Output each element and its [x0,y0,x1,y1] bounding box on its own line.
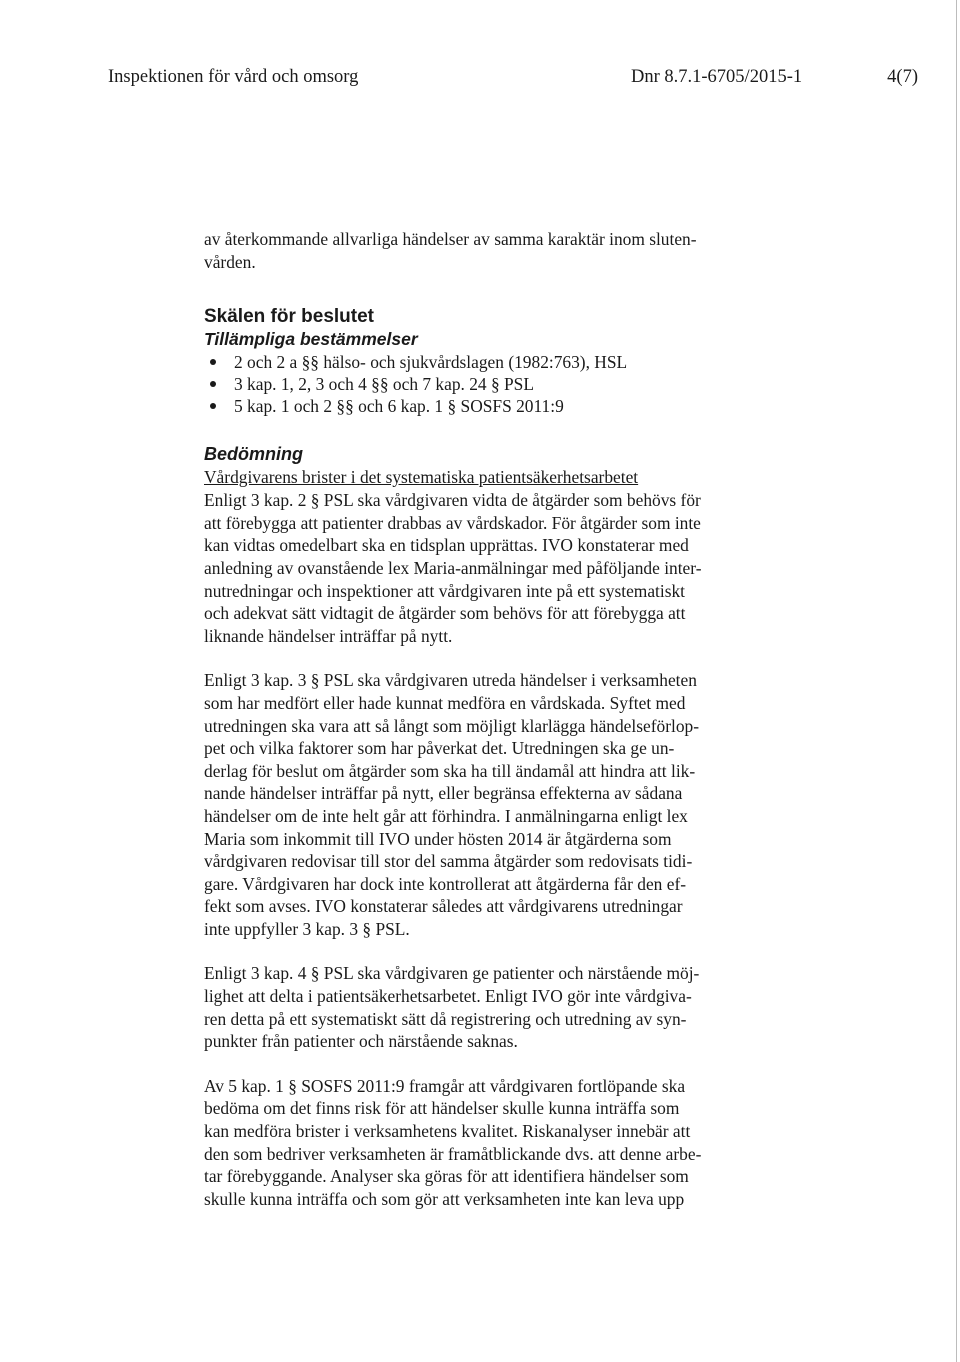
text-line: inte uppfyller 3 kap. 3 § PSL. [204,918,410,939]
text-line: som har medfört eller hade kunnat medföra en vårdskada. Syftet med [204,692,686,713]
text-line: den som bedriver verksamheten är framåtblickande dvs. att denne arbe- [204,1143,702,1164]
page-edge-line [956,0,957,1362]
text-line: kan medföra brister i verksamhetens kvalitet. Riskanalyser innebär att [204,1121,691,1142]
text-line: fekt som avses. IVO konstaterar således att vårdgivarens utredningar [204,896,683,917]
text-line: Av 5 kap. 1 § SOSFS 2011:9 framgår att vårdgivaren fortlöpande ska [204,1075,686,1096]
header-dnr: Dnr 8.7.1-6705/2015-1 [631,67,803,87]
text-line: liknande händelser inträffar på nytt. [204,625,453,646]
text-line: och adekvat sätt vidtagit de åtgärder som behövs för att förebygga att [204,603,686,624]
header-organization: Inspektionen för vård och omsorg [108,67,359,87]
section-title-grounds: Skälen för beslutet [204,306,374,328]
text-line: punkter från patienter och närstående saknas. [204,1031,518,1052]
text-line: Enligt 3 kap. 3 § PSL ska vårdgivaren utreda händelser i verksamheten [204,670,697,691]
bullet-icon [210,359,216,365]
text-line: av återkommande allvarliga händelser av samma karaktär inom sluten- [204,229,697,249]
intro-paragraph [204,228,764,273]
section-subtitle-deficiencies: Vårdgivarens brister i det systematiska patientsäkerhetsarbetet [204,467,639,488]
list-item-text: 2 och 2 a §§ hälso- och sjukvårdslagen (1982:763), HSL [234,352,628,373]
section-title-assessment: Bedömning [204,444,303,465]
text-line: lighet att delta i patientsäkerhetsarbetet. Enligt IVO gör inte vårdgiva- [204,986,692,1007]
bullet-icon [210,381,216,387]
text-line: Enligt 3 kap. 2 § PSL ska vårdgivaren vidta de åtgärder som behövs för [204,490,701,511]
text-line: nande händelser inträffar på nytt, eller begränsa effekterna av sådana [204,783,683,804]
text-line: tar förebyggande. Analyser ska göras för att identifiera händelser som [204,1166,689,1187]
text-line: gare. Vårdgivaren har dock inte kontrollerat att åtgärderna får den ef- [204,873,687,894]
assessment-paragraph-4 [204,1075,764,1211]
text-line: kan vidtas omedelbart ska en tidsplan upprättas. IVO konstaterar med [204,535,689,556]
bullet-icon [210,403,216,409]
list-item-text: 5 kap. 1 och 2 §§ och 6 kap. 1 § SOSFS 2011:9 [234,396,564,417]
list-item-text: 3 kap. 1, 2, 3 och 4 §§ och 7 kap. 24 § PSL [234,374,534,395]
section-subtitle-provisions: Tillämpliga bestämmelser [204,329,418,350]
assessment-paragraph-2 [204,669,764,940]
document-body [204,228,764,1210]
text-line: nutredningar och inspektioner att vårdgivaren inte på ett systematiskt [204,580,686,601]
provisions-list [204,351,764,417]
assessment-paragraph-3 [204,962,764,1052]
text-line: pet och vilka faktorer som har påverkat det. Utredningen ska ge un- [204,738,675,759]
list-item [204,373,764,395]
text-line: derlag för beslut om åtgärder som ska ha till ändamål att hindra att lik- [204,760,696,781]
page-header [108,64,918,90]
list-item [204,351,764,373]
text-line: händelser om de inte helt går att förhindra. I anmälningarna enligt lex [204,805,688,826]
text-line: att förebygga att patienter drabbas av vårdskador. För åtgärder som inte [204,512,701,533]
text-line: bedöma om det finns risk för att händelser skulle kunna inträffa som [204,1098,680,1119]
text-line: Maria som inkommit till IVO under hösten 2014 är åtgärderna som [204,828,672,849]
text-line: skulle kunna inträffa och som gör att verksamheten inte kan leva upp [204,1188,685,1209]
assessment-paragraph-1 [204,489,764,647]
text-line: ren detta på ett systematiskt sätt då registrering och utredning av syn- [204,1008,687,1029]
text-line: Enligt 3 kap. 4 § PSL ska vårdgivaren ge patienter och närstående möj- [204,963,700,984]
header-page-number: 4(7) [887,67,918,87]
text-line: utredningen ska vara att så långt som möjligt klarlägga händelseförlop- [204,715,700,736]
text-line: vården. [204,251,256,272]
list-item [204,395,764,417]
text-line: anledning av ovanstående lex Maria-anmälningar med påföljande inter- [204,557,702,578]
text-line: vårdgivaren redovisar till stor del samma åtgärder som redovisats tidi- [204,851,693,872]
